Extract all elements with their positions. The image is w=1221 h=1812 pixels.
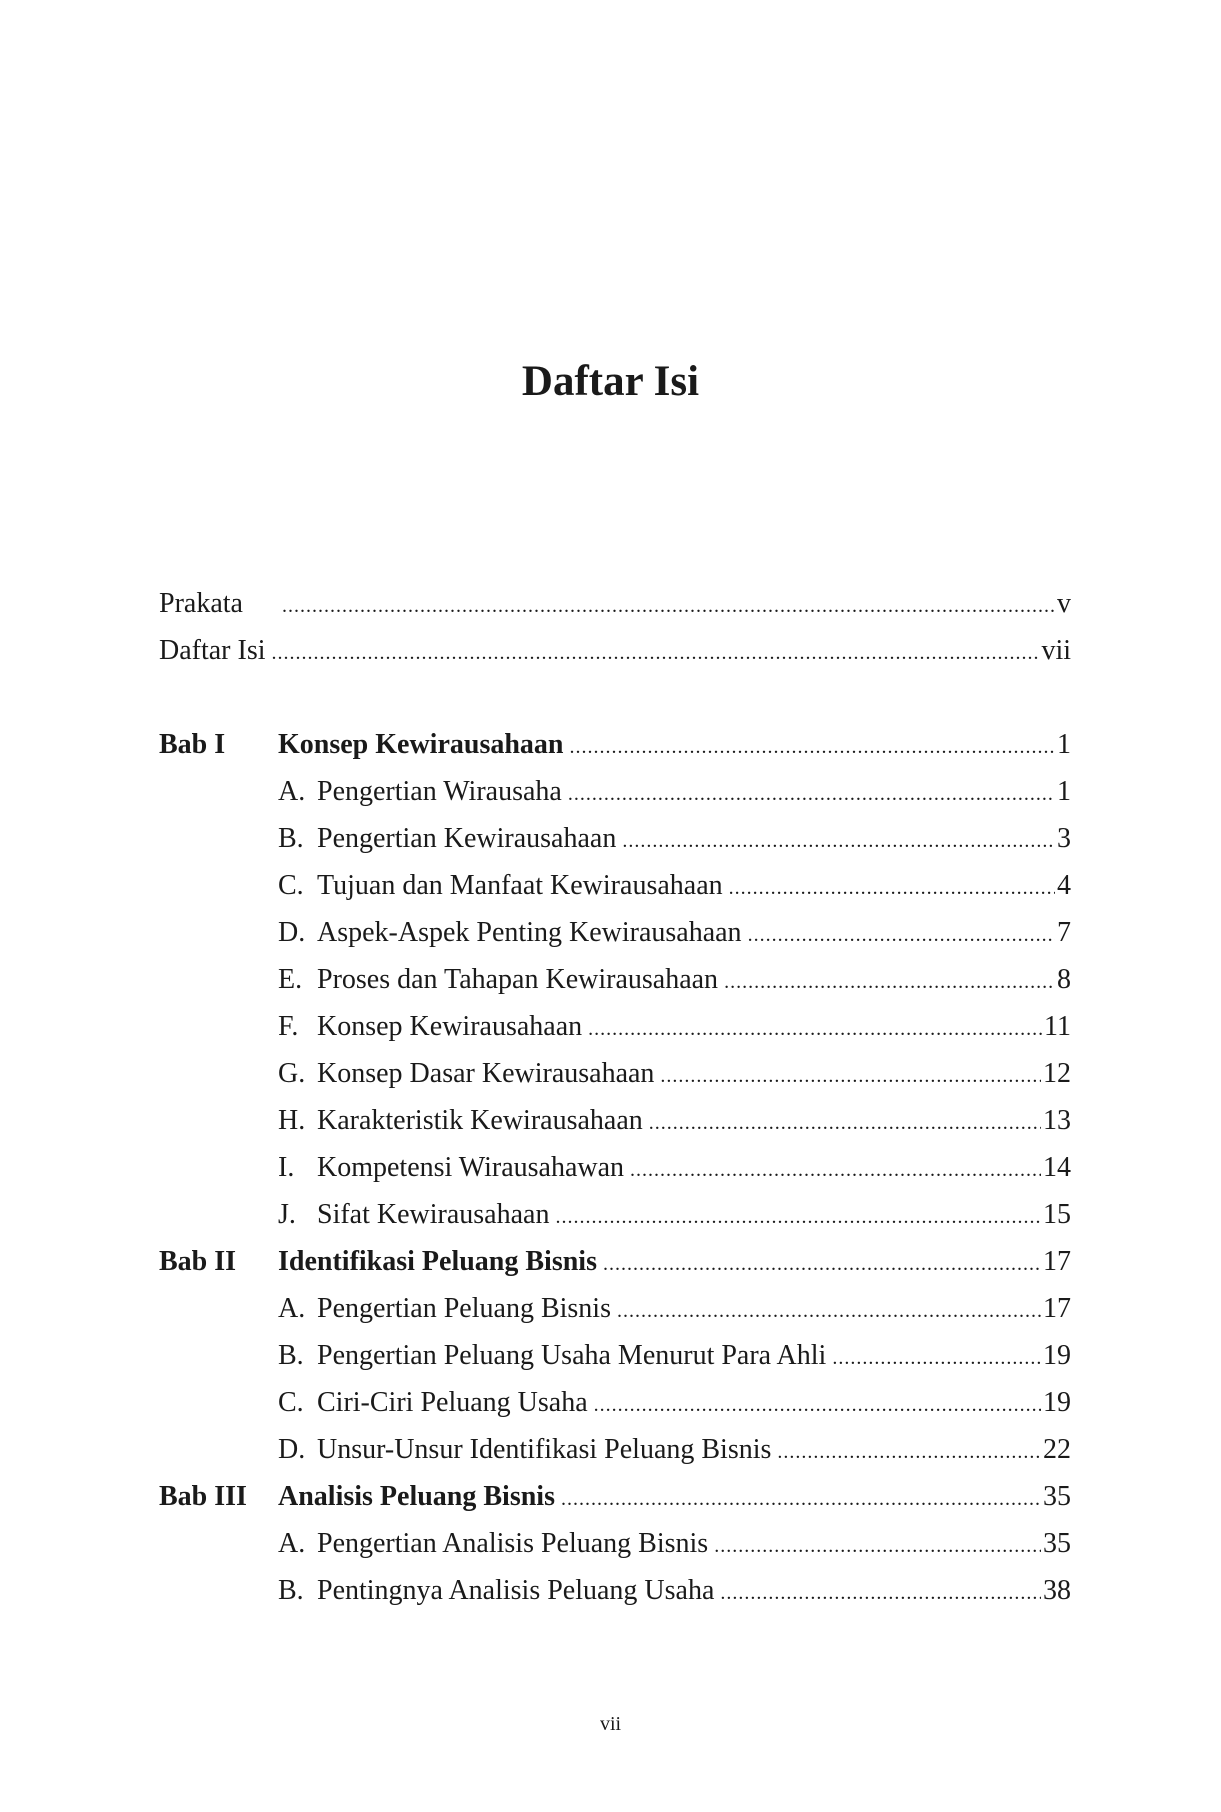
page-title: Daftar Isi — [521, 358, 700, 405]
toc-page-number: 22 — [1043, 1434, 1071, 1465]
toc-entry-daftar-isi[interactable] — [159, 631, 1071, 671]
toc-section[interactable] — [159, 1101, 1071, 1141]
toc-page-number: 19 — [1043, 1340, 1071, 1371]
section-title: Pengertian Peluang Usaha Menurut Para Ahli — [317, 1340, 827, 1371]
dot-leader — [594, 1385, 1041, 1425]
toc-section[interactable] — [159, 1195, 1071, 1235]
section-title: Proses dan Tahapan Kewirausahaan — [317, 964, 719, 995]
toc-page-number: 19 — [1043, 1387, 1071, 1418]
section-letter: C. — [278, 1387, 304, 1418]
dot-leader — [603, 1244, 1041, 1284]
toc-section[interactable] — [159, 1571, 1071, 1611]
section-title: Pengertian Analisis Peluang Bisnis — [317, 1528, 709, 1559]
dot-leader — [777, 1432, 1041, 1472]
toc-page-number: 35 — [1043, 1481, 1071, 1512]
toc-section[interactable] — [159, 1336, 1071, 1376]
toc-section[interactable] — [159, 1430, 1071, 1470]
toc-section[interactable] — [159, 1148, 1071, 1188]
toc-section[interactable] — [159, 1289, 1071, 1329]
section-letter: A. — [278, 1293, 306, 1324]
section-letter: C. — [278, 870, 304, 901]
dot-leader — [660, 1056, 1041, 1096]
section-title: Pengertian Kewirausahaan — [317, 823, 617, 854]
dot-leader — [649, 1103, 1041, 1143]
dot-leader — [720, 1573, 1041, 1613]
dot-leader — [748, 915, 1055, 955]
section-title: Konsep Kewirausahaan — [317, 1011, 583, 1042]
toc-chapter-bab-ii[interactable] — [159, 1242, 1071, 1282]
toc-page-number: 35 — [1043, 1528, 1071, 1559]
section-letter: A. — [278, 1528, 306, 1559]
dot-leader — [617, 1291, 1041, 1331]
section-letter: H. — [278, 1105, 306, 1136]
toc-page-number: 11 — [1044, 1011, 1071, 1042]
dot-leader — [561, 1479, 1041, 1519]
section-title: Kompetensi Wirausahawan — [317, 1152, 625, 1183]
chapter-label: Bab II — [159, 1246, 237, 1277]
section-letter: B. — [278, 1340, 304, 1371]
section-title: Pengertian Peluang Bisnis — [317, 1293, 611, 1324]
toc-page-number: 1 — [1057, 729, 1071, 760]
dot-leader — [272, 633, 1040, 673]
dot-leader — [714, 1526, 1041, 1566]
toc-entry-label: Daftar Isi — [159, 635, 266, 666]
section-letter: F. — [278, 1011, 299, 1042]
section-letter: E. — [278, 964, 303, 995]
toc-section[interactable] — [159, 819, 1071, 859]
toc-page-number: 15 — [1043, 1199, 1071, 1230]
section-title: Pentingnya Analisis Peluang Usaha — [317, 1575, 715, 1606]
toc-page-number: 8 — [1057, 964, 1071, 995]
toc-page-number: 7 — [1057, 917, 1071, 948]
section-title: Ciri-Ciri Peluang Usaha — [317, 1387, 588, 1418]
toc-entry-label: Prakata — [159, 588, 243, 619]
dot-leader — [282, 586, 1055, 626]
dot-leader — [622, 821, 1055, 861]
toc-chapter-bab-iii[interactable] — [159, 1477, 1071, 1517]
toc-section[interactable] — [159, 1524, 1071, 1564]
toc-chapter-bab-i[interactable] — [159, 725, 1071, 765]
toc-page-number: 38 — [1043, 1575, 1071, 1606]
dot-leader — [832, 1338, 1041, 1378]
section-title: Aspek-Aspek Penting Kewirausahaan — [317, 917, 742, 948]
section-title: Karakteristik Kewirausahaan — [317, 1105, 643, 1136]
section-title: Unsur-Unsur Identifikasi Peluang Bisnis — [317, 1434, 772, 1465]
section-letter: D. — [278, 917, 306, 948]
dot-leader — [588, 1009, 1042, 1049]
chapter-title: Konsep Kewirausahaan — [278, 729, 564, 760]
toc-page-number: 17 — [1043, 1246, 1071, 1277]
toc-section[interactable] — [159, 1007, 1071, 1047]
section-letter: B. — [278, 1575, 304, 1606]
toc-page-number: 13 — [1043, 1105, 1071, 1136]
section-letter: D. — [278, 1434, 306, 1465]
section-letter: B. — [278, 823, 304, 854]
toc-page-number: 1 — [1057, 776, 1071, 807]
dot-leader — [570, 727, 1056, 767]
dot-leader — [555, 1197, 1041, 1237]
section-letter: J. — [278, 1199, 296, 1230]
toc-page-number: vii — [1041, 635, 1071, 666]
toc-page-number: 12 — [1043, 1058, 1071, 1089]
toc-section[interactable] — [159, 913, 1071, 953]
section-letter: G. — [278, 1058, 306, 1089]
dot-leader — [724, 962, 1055, 1002]
section-letter: I. — [278, 1152, 295, 1183]
dot-leader — [729, 868, 1055, 908]
section-title: Pengertian Wirausaha — [317, 776, 562, 807]
toc-page-number: 17 — [1043, 1293, 1071, 1324]
chapter-title: Analisis Peluang Bisnis — [278, 1481, 555, 1512]
toc-section[interactable] — [159, 772, 1071, 812]
section-title: Sifat Kewirausahaan — [317, 1199, 550, 1230]
section-letter: A. — [278, 776, 306, 807]
chapter-label: Bab I — [159, 729, 226, 760]
toc-page-number: v — [1057, 588, 1071, 619]
toc-section[interactable] — [159, 866, 1071, 906]
toc-page-number: 14 — [1043, 1152, 1071, 1183]
section-title: Konsep Dasar Kewirausahaan — [317, 1058, 655, 1089]
toc-section[interactable] — [159, 1383, 1071, 1423]
toc-entry-prakata[interactable] — [159, 584, 1071, 624]
dot-leader — [630, 1150, 1041, 1190]
chapter-label: Bab III — [159, 1481, 247, 1512]
section-title: Tujuan dan Manfaat Kewirausahaan — [317, 870, 723, 901]
chapter-title: Identifikasi Peluang Bisnis — [278, 1246, 597, 1277]
dot-leader — [568, 774, 1055, 814]
page-number-footer: vii — [599, 1713, 622, 1735]
toc-section[interactable] — [159, 960, 1071, 1000]
toc-page-number: 4 — [1057, 870, 1071, 901]
toc-section[interactable] — [159, 1054, 1071, 1094]
toc-page-number: 3 — [1057, 823, 1071, 854]
